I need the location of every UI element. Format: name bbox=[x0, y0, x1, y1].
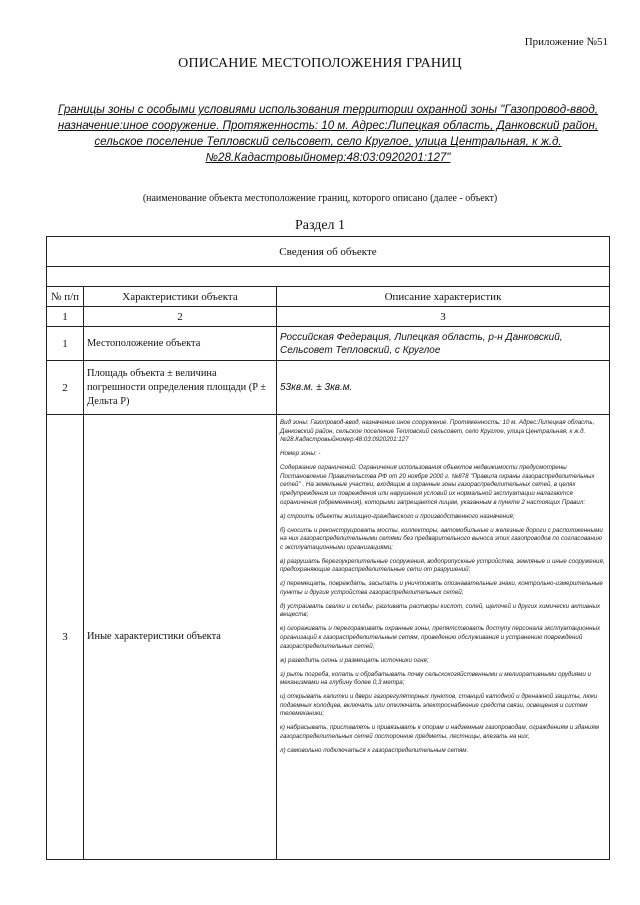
object-name-caption: (наименование объекта местоположение границ, которого описано (далее - объект) bbox=[142, 193, 498, 204]
column-number-2: 2 bbox=[84, 307, 277, 327]
row-description: Российская Федерация, Липецкая область, р-н Данковский, Сельсовет Тепловский, с Круглое bbox=[277, 327, 610, 361]
table-row bbox=[47, 361, 610, 415]
description-paragraph: а) строить объекты жилищно-гражданского и производственного назначения; bbox=[280, 512, 515, 520]
description-paragraph: Номер зоны: - bbox=[280, 450, 321, 458]
description-paragraph: е) огораживать и перегораживать охранные зоны, препятствовать доступу персонала эксплуатационных организаций к газораспределительным сетям, проведению обслуживания и устранению повреждений газораспределительных сетей; bbox=[280, 625, 601, 650]
column-number-3: 3 bbox=[277, 307, 610, 327]
column-characteristic-header: Характеристики объекта bbox=[84, 287, 277, 307]
description-paragraph: в) разрушать берегоукрепительные сооружения, водопропускные устройства, земляные и иные сооружения, предохраняющие газораспределительные сети от разрушений; bbox=[280, 557, 605, 574]
description-paragraph: з) рыть погреба, копать и обрабатывать почву сельскохозяйственными и мелиоративными орудиями и механизмами на глубину более 0,3 метра; bbox=[280, 670, 591, 687]
object-name: Границы зоны с особыми условиями использования территории охранной зоны "Газопровод-ввод, назначение:иное сооружение. Протяженность: 10 м. Адрес:Липецкая область, Данковский район, сельское поселение Тепловский сельсовет, село Круглое, улица Центральная, к ж.д. №28.Кадастровыйномер:48:03:0920201:127" bbox=[57, 103, 599, 164]
column-number-row bbox=[47, 307, 610, 327]
table-empty-cell bbox=[47, 267, 610, 287]
description-paragraph: ж) разводить огонь и размещать источники огня; bbox=[280, 656, 429, 664]
description-paragraph: Вид зоны: Газопровод-ввод, назначение:иное сооружение. Протяженность: 10 м. Адрес:Липецкая область, Данковский район, сельское поселение Тепловский сельсовет, село Круглое, улица Центральная, к ж.д. №28.Кадастровыйномер:48:03:0920201:127 bbox=[280, 419, 595, 444]
column-description-header: Описание характеристик bbox=[277, 287, 610, 307]
description-paragraph: л) самовольно подключаться к газораспределительным сетям. bbox=[280, 746, 469, 754]
column-header-row bbox=[47, 287, 610, 307]
row-number: 2 bbox=[47, 361, 84, 415]
description-paragraph: г) перемещать, повреждать, засыпать и уничтожать опознавательные знаки, контрольно-измерительные пункты и другие устройства газораспределительных сетей; bbox=[280, 580, 603, 596]
table-row bbox=[47, 327, 610, 361]
row-description: 53кв.м. ± 3кв.м. bbox=[277, 361, 610, 415]
description-paragraph: Содержание ограничений: Ограничения использования объектов недвижимости предусмотрены Постановление Правительства РФ от 20 ноября 2000 г. №878 "Правила охраны газораспределительных сетей" . На земельные участки, входящие в охранные зоны газораспределительных сетей, в целях предупреждения их повреждения или нарушения условий их нормальной эксплуатации налагаются ограничения (обременения), которыми запрещается лицам, указанным в пункте 2 настоящих Правил: bbox=[280, 464, 595, 506]
appendix-number: Приложение №51 bbox=[524, 36, 608, 48]
table-row bbox=[47, 415, 610, 860]
description-paragraph: д) устраивать свалки и склады, разливать растворы кислот, солей, щелочей и других химически активных веществ; bbox=[280, 602, 601, 619]
description-paragraph: б) сносить и реконструировать мосты, коллекторы, автомобильные и железные дороги с расположенными на них газораспределительными сетями без предварительного выноса этих газопроводов по согласованию с эксплуатационными организациями; bbox=[280, 526, 603, 551]
object-info-table bbox=[46, 236, 610, 860]
row-characteristic: Площадь объекта ± величина погрешности определения площади (P ± Дельта P) bbox=[84, 361, 277, 415]
description-paragraph: и) открывать калитки и двери газорегуляторных пунктов, станций катодной и дренажной защиты, люки подземных колодцев, включать или отключать электроснабжение средств связи, освещения и систем телемеханики; bbox=[280, 693, 598, 718]
document-title: ОПИСАНИЕ МЕСТОПОЛОЖЕНИЯ ГРАНИЦ bbox=[178, 56, 462, 71]
section-title: Раздел 1 bbox=[294, 218, 346, 233]
column-number-header: № п/п bbox=[47, 287, 84, 307]
row-number: 3 bbox=[47, 415, 84, 860]
row-characteristic: Иные характеристики объекта bbox=[84, 415, 277, 860]
table-header: Сведения об объекте bbox=[47, 237, 610, 267]
column-number-1: 1 bbox=[47, 307, 84, 327]
table-header-row bbox=[47, 237, 610, 267]
row-characteristic: Местоположение объекта bbox=[84, 327, 277, 361]
row-number: 1 bbox=[47, 327, 84, 361]
description-paragraph: к) набрасывать, приставлять и привязывать к опорам и надземным газопроводам, ограждениям и зданиям газораспределительных сетей посторонние предметы, лестницы, влезать на них; bbox=[280, 724, 599, 740]
table-empty-row bbox=[47, 267, 610, 287]
row-description bbox=[277, 415, 610, 860]
